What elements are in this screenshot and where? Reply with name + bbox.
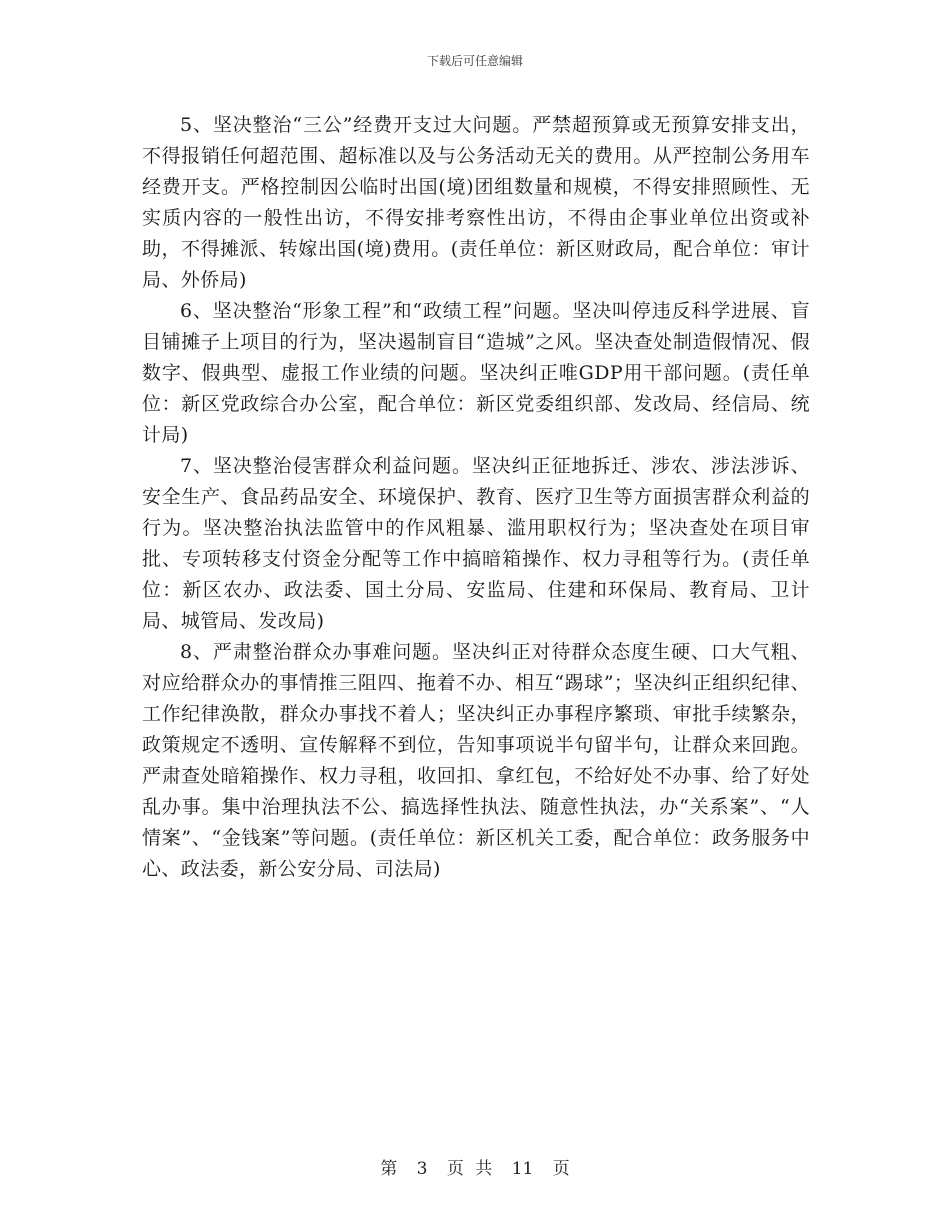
paragraph-item-6: 6、坚决整治“形象工程”和“政绩工程”问题。坚决叫停违反科学进展、盲目铺摊子上项目的行为，坚决遏制盲目“造城”之风。坚决查处制造假情况、假数字、假典型、虚报工作业绩的问题。坚决纠正唯GDP用干部问题。(责任单位：新区党政综合办公室，配合单位：新区党委组织部、发改局、经信局、统计局) [142, 300, 810, 446]
footer-total-pages: 11 [511, 1159, 534, 1179]
footer-middle: 页 共 [446, 1159, 493, 1179]
page-footer [0, 1154, 950, 1179]
document-body [142, 110, 810, 885]
paragraph-item-8: 8、严肃整治群众办事难问题。坚决纠正对待群众态度生硬、口大气粗、对应给群众办的事情推三阻四、拖着不办、相互“踢球”；坚决纠正组织纪律、工作纪律涣散，群众办事找不着人；坚决纠正办事程序繁琐、审批手续繁杂，政策规定不透明、宣传解释不到位，告知事项说半句留半句，让群众来回跑。严肃查处暗箱操作、权力寻租，收回扣、拿红包，不给好处不办事、给了好处乱办事。集中治理执法不公、搞选择性执法、随意性执法，办“关系案”、“人情案”、“金钱案”等问题。(责任单位：新区机关工委，配合单位：政务服务中心、政法委，新公安分局、司法局) [142, 641, 810, 880]
footer-prefix: 第 [380, 1159, 398, 1179]
paragraph-item-7: 7、坚决整治侵害群众利益问题。坚决纠正征地拆迁、涉农、涉法涉诉、安全生产、食品药品安全、环境保护、教育、医疗卫生等方面损害群众利益的行为。坚决整治执法监管中的作风粗暴、滥用职权行为；坚决查处在项目审批、专项转移支付资金分配等工作中搞暗箱操作、权力寻租等行为。(责任单位：新区农办、政法委、国土分局、安监局、住建和环保局、教育局、卫计局、城管局、发改局) [142, 455, 810, 632]
footer-suffix: 页 [552, 1159, 570, 1179]
page-header: 下载后可任意编辑 [426, 54, 523, 68]
paragraph-item-5: 5、坚决整治“三公”经费开支过大问题。严禁超预算或无预算安排支出，不得报销任何超范围、超标准以及与公务活动无关的费用。从严控制公务用车经费开支。严格控制因公临时出国(境)团组数量和规模，不得安排照顾性、无实质内容的一般性出访，不得安排考察性出访，不得由企事业单位出资或补助，不得摊派、转嫁出国(境)费用。(责任单位：新区财政局，配合单位：审计局、外侨局) [142, 114, 810, 291]
footer-page-number: 3 [416, 1159, 428, 1179]
